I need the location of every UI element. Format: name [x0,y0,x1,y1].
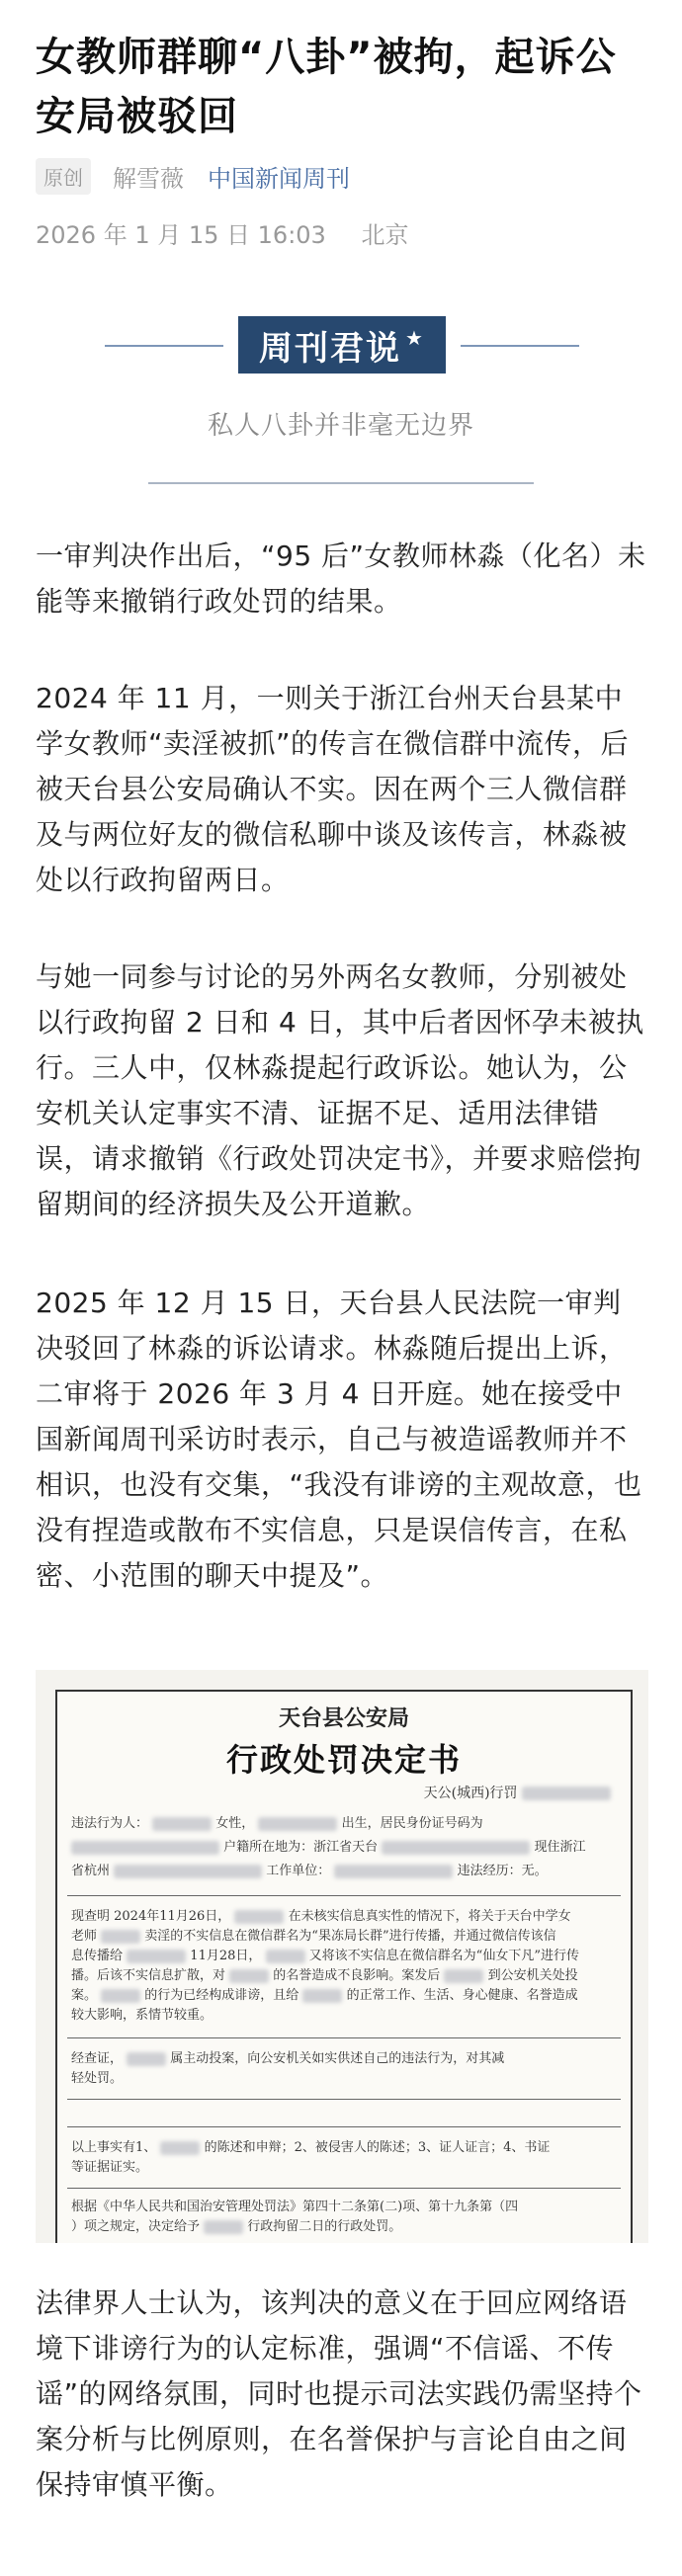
doc-fact-line-6 [71,2006,617,2026]
column-brand-box [238,316,446,374]
redacted-block [160,2141,200,2155]
article-meta [36,158,350,195]
redacted-block [114,1865,262,1878]
doc-text: 女性， [215,1816,255,1831]
article-title: 女教师群聊“八卦”被拘，起诉公安局被驳回 [36,35,617,139]
redacted-block [229,1969,269,1983]
redacted-block [444,1969,483,1983]
doc-confession-line-2 [71,2069,617,2089]
doc-text: 案。 [71,1988,98,2003]
penalty-decision-photo[interactable] [36,1670,648,2243]
paragraph-4: 2025 年 12 月 15 日，天台县人民法院一审判决驳回了林淼的诉讼请求。林淼随后提出上诉，二审将于 2026 年 3 月 4 日开庭。她在接受中国新闻周刊采访时表示，自己与被造谣教师并不相识，也没有交集，“我没有诽谤的主观故意，也没有捏造或散布不实信息，只是误信传言，在私密、小范围的聊天中提及”。 [36,1287,642,1592]
penalty-decision-document [55,1690,633,2243]
doc-ref-prefix: 天公(城西)行罚 [423,1786,518,1801]
dateline [36,215,408,250]
doc-text: 到公安机关处投 [487,1968,578,1983]
column-subtitle: 私人八卦并非毫无边界 [207,411,474,441]
redacted-block [71,1841,219,1855]
doc-text: 卖淫的不实信息在微信群名为“果冻局长群”进行传播，并通过微信传该信 [144,1929,556,1944]
doc-text: 的陈述和申辩；2、被侵害人的陈述；3、证人证言；4、书证 [204,2140,551,2155]
paragraph-5: 法律界人士认为，该判决的意义在于回应网络语境下诽谤行为的认定标准，强调“不信谣、不传谣”的网络氛围，同时也提示司法实践仍需坚持个案分析与比例原则，在名誉保护与言论自由之间保持审慎平衡。 [36,2286,642,2501]
doc-divider [67,2188,621,2189]
redacted-block [234,1910,284,1924]
doc-text: 违法行为人： [71,1816,149,1831]
doc-fact-line-3 [71,1947,617,1966]
doc-text: 老师 [71,1929,98,1944]
doc-text: 行政拘留二日的行政处罚。 [247,2219,402,2234]
doc-fact-line-4 [71,1966,617,1986]
redacted-block [522,1787,611,1800]
star-icon: ★ [405,326,425,350]
doc-fact-line-1 [71,1907,617,1927]
doc-divider [67,2037,621,2038]
doc-text: 户籍所在地为：浙江省天台 [223,1840,379,1855]
doc-evidence-line-1 [71,2138,617,2158]
redacted-block [101,1989,140,2003]
redacted-block [152,1817,212,1831]
publish-location: 北京 [361,221,409,249]
doc-party-line-1 [71,1814,617,1834]
doc-text: 工作单位： [266,1864,331,1878]
redacted-block [266,1950,305,1963]
author-name[interactable]: 解雪薇 [113,165,184,193]
publish-date: 2026 年 1 月 15 日 16:03 [36,221,326,249]
doc-text: 省杭州 [71,1864,111,1878]
redacted-block [302,1989,342,2003]
doc-divider [67,2099,621,2100]
original-tag: 原创 [36,158,91,195]
column-brand-name: 周刊君说 [259,328,402,369]
doc-text: 11月28日， [190,1949,262,1963]
paragraph-1: 一审判决作出后，“95 后”女教师林淼（化名）未能等来撤销行政处罚的结果。 [36,540,646,618]
doc-text: 出生，居民身份证号码为 [341,1816,483,1831]
doc-text: 在未核实信息真实性的情况下，将关于天台中学女 [288,1909,571,1924]
redacted-block [127,2052,166,2066]
brand-divider-right [461,345,579,347]
doc-text: 又将该不实信息在微信群名为“仙女下凡”进行传 [308,1949,579,1963]
redacted-block [382,1841,530,1855]
doc-text: 轻处罚。 [71,2071,124,2086]
doc-text: 根据《中华人民共和国治安管理处罚法》第四十二条第(二)项、第十九条第（四 [71,2200,519,2214]
paragraph-2: 2024 年 11 月，一则关于浙江台州天台县某中学女教师“卖淫被抓”的传言在微信群中流传，后被天台县公安局确认不实。因在两个三人微信群及与两位好友的微信私聊中谈及该传言，林淼被处以行政拘留两日。 [36,682,630,896]
doc-text: 息传播给 [71,1949,124,1963]
doc-text: 的名誉造成不良影响。案发后 [273,1968,441,1983]
doc-divider [67,1895,621,1896]
paragraph-3: 与她一同参与讨论的另外两名女教师，分别被处以行政拘留 2 日和 4 日，其中后者因怀孕未被执行。三人中，仅林淼提起行政诉讼。她认为，公安机关认定事实不清、证据不足、适用法律错误，请求撤销《行政处罚决定书》，并要求赔偿拘留期间的经济损失及公开道歉。 [36,960,644,1220]
doc-fact-line-2 [71,1927,617,1947]
doc-confession-line-1 [71,2049,617,2069]
doc-basis-line-1 [71,2198,617,2217]
doc-text: 违法经历：无。 [457,1864,548,1878]
column-brand-banner [105,316,579,375]
doc-text: ）项之规定，决定给予 [71,2219,201,2234]
doc-reference-number [424,1783,611,1802]
doc-text: 的正常工作、生活、身心健康、名誉造成 [346,1988,578,2003]
doc-text: 以上事实有1、 [71,2140,157,2155]
doc-divider [67,2126,621,2127]
doc-text: 经查证， [71,2051,124,2066]
doc-text: 现查明 2024年11月26日， [71,1909,231,1924]
doc-text: 播。后该不实信息扩散，对 [71,1968,226,1983]
doc-evidence-line-2 [71,2158,617,2178]
doc-party-line-3 [71,1862,617,1881]
source-account-link[interactable]: 中国新闻周刊 [208,165,350,193]
doc-issuer: 天台县公安局 [278,1705,409,1731]
redacted-block [258,1817,337,1831]
doc-text: 属主动投案，向公安机关如实供述自己的违法行为，对其减 [170,2051,505,2066]
doc-text: 的行为已经构成诽谤，且给 [144,1988,299,2003]
doc-text: 现住浙江 [534,1840,586,1855]
redacted-block [101,1930,140,1944]
subtitle-divider [148,482,534,484]
brand-divider-left [105,345,223,347]
redacted-block [204,2220,243,2234]
doc-basis-line-2 [71,2217,617,2237]
doc-text: 等证据证实。 [71,2160,149,2175]
redacted-block [334,1865,453,1878]
doc-party-line-2 [71,1838,617,1858]
redacted-block [127,1950,186,1963]
doc-title: 行政处罚决定书 [225,1741,462,1779]
doc-text: 较大影响，系情节较重。 [71,2008,213,2023]
doc-fact-line-5 [71,1986,617,2006]
